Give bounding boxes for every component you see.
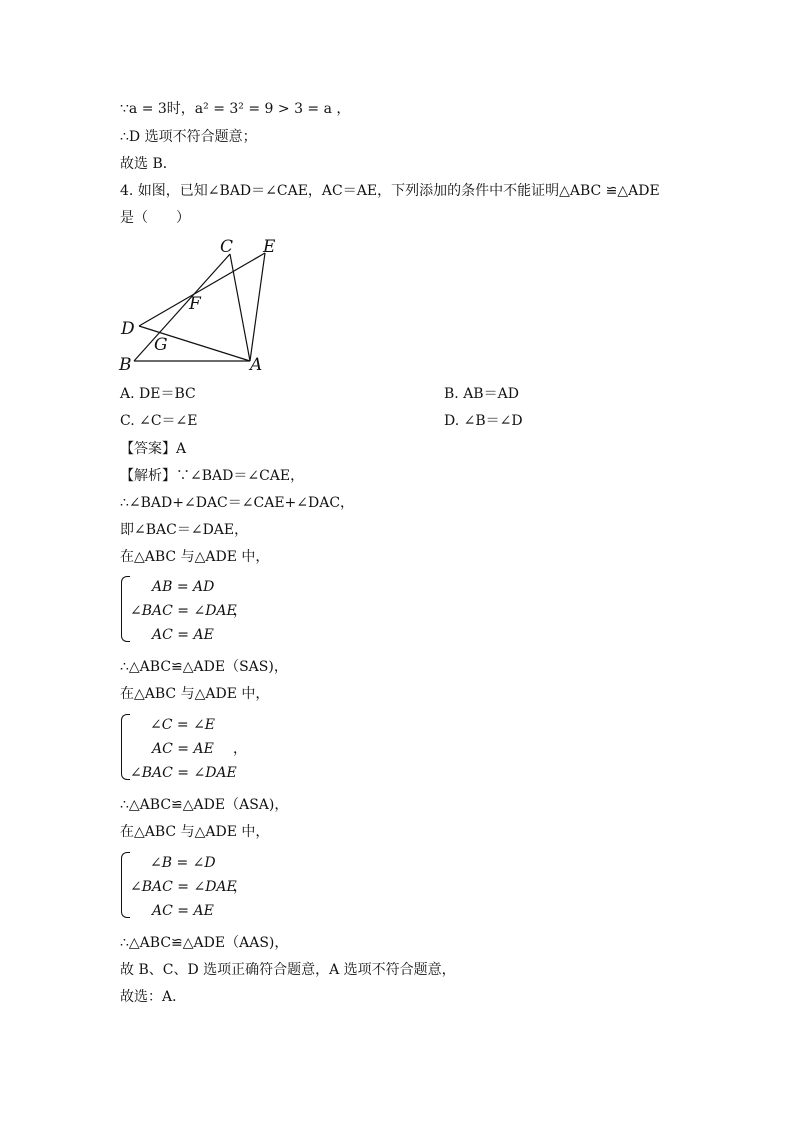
geometry-figure <box>110 232 310 377</box>
system1-comma: ， <box>233 603 247 619</box>
segment-DE <box>139 253 265 326</box>
conclusion-asa: ∴△ABC≌△ADE（ASA)， <box>120 797 289 813</box>
solution-line-1: 【解析】∵∠BAD＝∠CAE， <box>120 468 305 484</box>
final-conclusion: 故 B、C、D 选项正确符合题意，A 选项不符合题意， <box>120 962 456 978</box>
system2-comma: ， <box>233 741 247 757</box>
question-text-line-1: 4. 如图，已知∠BAD＝∠CAE，AC＝AE，下列添加的条件中不能证明△ABC ≌△ADE <box>120 183 660 199</box>
answer-line: 【答案】A <box>120 441 187 457</box>
system1-row-1: AB = AD <box>152 579 215 595</box>
label-G: G <box>154 335 168 355</box>
prev-solution-line-1: ∵a = 3时，a² = 3² = 9 > 3 = a ， <box>120 101 351 117</box>
final-answer: 故选：A． <box>120 989 187 1005</box>
system1-row-3: AC = AE <box>152 627 214 643</box>
system3-comma: ， <box>233 879 247 895</box>
segment-CA <box>230 254 250 361</box>
conclusion-sas: ∴△ABC≌△ADE（SAS)， <box>120 659 288 675</box>
system-brace-3 <box>121 852 130 918</box>
prev-solution-line-3: 故选 B． <box>120 156 177 172</box>
system-brace-2 <box>121 714 130 780</box>
label-A: A <box>250 355 263 375</box>
label-F: F <box>189 294 201 314</box>
label-E: E <box>263 237 276 257</box>
in-triangles-line-3: 在△ABC 与△ADE 中， <box>120 824 270 840</box>
prev-solution-line-2: ∴D 选项不符合题意； <box>120 129 257 145</box>
label-C: C <box>220 237 234 257</box>
system1-row-2: ∠BAC = ∠DAE <box>130 603 237 619</box>
system2-row-1: ∠C = ∠E <box>150 717 216 733</box>
solution-line-2: ∴∠BAD+∠DAC＝∠CAE+∠DAC， <box>120 495 355 511</box>
segment-EA <box>250 253 265 361</box>
system2-row-3: ∠BAC = ∠DAE <box>130 765 237 781</box>
option-A: A. DE＝BC <box>120 386 196 402</box>
in-triangles-line-1: 在△ABC 与△ADE 中， <box>120 549 270 565</box>
option-D: D. ∠B＝∠D <box>444 413 523 429</box>
system3-row-2: ∠BAC = ∠DAE <box>130 879 237 895</box>
label-B: B <box>119 355 132 375</box>
in-triangles-line-2: 在△ABC 与△ADE 中， <box>120 686 270 702</box>
question-text-line-2: 是（ ） <box>120 210 190 226</box>
label-D: D <box>121 319 135 339</box>
system-brace-1 <box>121 576 130 642</box>
conclusion-aas: ∴△ABC≌△ADE（AAS)， <box>120 935 289 951</box>
segment-BC <box>134 254 230 361</box>
system2-row-2: AC = AE <box>152 741 214 757</box>
system3-row-3: AC = AE <box>152 903 214 919</box>
option-B: B. AB＝AD <box>444 386 519 402</box>
solution-line-3: 即∠BAC＝∠DAE， <box>120 522 249 538</box>
option-C: C. ∠C＝∠E <box>120 413 198 429</box>
system3-row-1: ∠B = ∠D <box>150 855 216 871</box>
